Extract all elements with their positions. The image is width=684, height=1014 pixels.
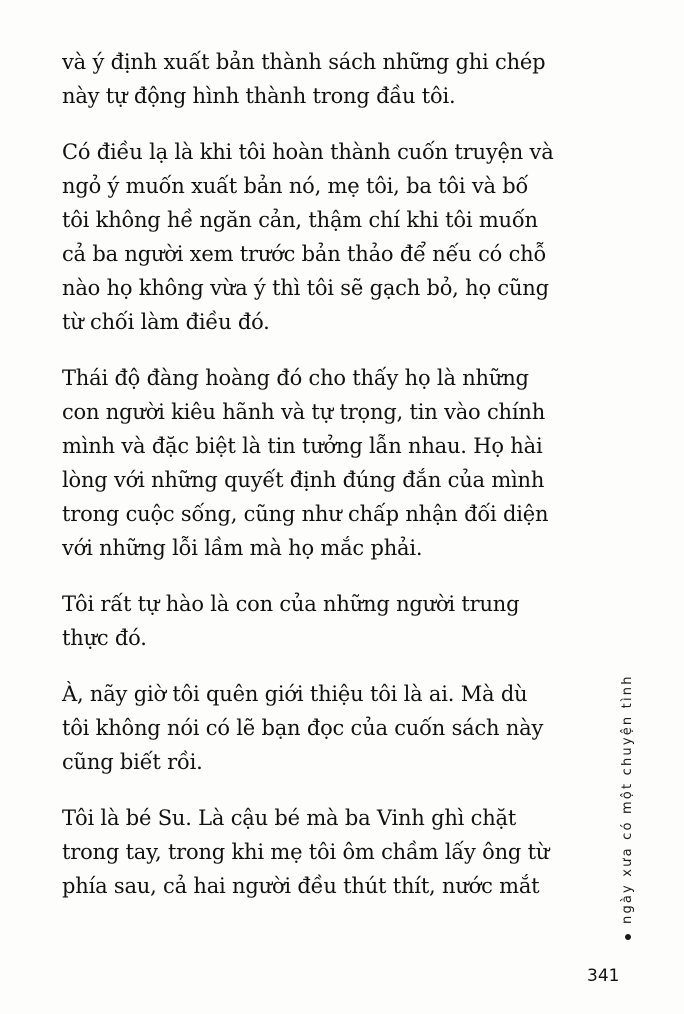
text-line: cả ba người xem trước bản thảo để nếu có chỗ bbox=[62, 242, 547, 266]
text-line: phía sau, cả hai người đều thút thít, nước mắt bbox=[62, 874, 540, 898]
text-line: Tôi là bé Su. Là cậu bé mà ba Vinh ghì chặt bbox=[62, 806, 517, 830]
page-number: 341 bbox=[587, 966, 620, 986]
paragraph bbox=[62, 135, 562, 339]
text-line: và ý định xuất bản thành sách những ghi chép bbox=[62, 50, 546, 74]
text-line: này tự động hình thành trong đầu tôi. bbox=[62, 84, 456, 108]
text-line: lòng với những quyết định đúng đắn của mình bbox=[62, 468, 545, 492]
body-text bbox=[62, 45, 562, 925]
text-line: mình và đặc biệt là tin tưởng lẫn nhau. Họ hài bbox=[62, 434, 543, 458]
paragraph bbox=[62, 45, 562, 113]
text-line: À, nãy giờ tôi quên giới thiệu tôi là ai. Mà dù bbox=[62, 682, 528, 706]
text-line: tôi không nói có lẽ bạn đọc của cuốn sách này bbox=[62, 716, 544, 740]
paragraph bbox=[62, 587, 562, 655]
text-line: Thái độ đàng hoàng đó cho thấy họ là những bbox=[62, 366, 529, 390]
text-line: nào họ không vừa ý thì tôi sẽ gạch bỏ, họ cũng bbox=[62, 276, 549, 300]
text-line: tôi không hề ngăn cản, thậm chí khi tôi muốn bbox=[62, 208, 538, 232]
text-line: Có điều lạ là khi tôi hoàn thành cuốn truyện và bbox=[62, 140, 554, 164]
text-line: con người kiêu hãnh và tự trọng, tin vào chính bbox=[62, 400, 546, 424]
paragraph bbox=[62, 361, 562, 565]
running-title-text: ngày xưa có một chuyện tình bbox=[620, 674, 635, 924]
text-line: trong cuộc sống, cũng như chấp nhận đối diện bbox=[62, 502, 549, 526]
paragraph bbox=[62, 677, 562, 779]
text-line: Tôi rất tự hào là con của những người trung bbox=[62, 592, 520, 616]
running-title bbox=[620, 674, 635, 940]
text-line: trong tay, trong khi mẹ tôi ôm chầm lấy ông từ bbox=[62, 840, 550, 864]
text-line: ngỏ ý muốn xuất bản nó, mẹ tôi, ba tôi và bố bbox=[62, 174, 529, 198]
bullet-icon bbox=[625, 934, 631, 940]
paragraph bbox=[62, 801, 562, 903]
text-line: với những lỗi lầm mà họ mắc phải. bbox=[62, 536, 423, 560]
text-line: thực đó. bbox=[62, 626, 147, 650]
text-line: cũng biết rồi. bbox=[62, 750, 203, 774]
text-line: từ chối làm điều đó. bbox=[62, 310, 270, 334]
